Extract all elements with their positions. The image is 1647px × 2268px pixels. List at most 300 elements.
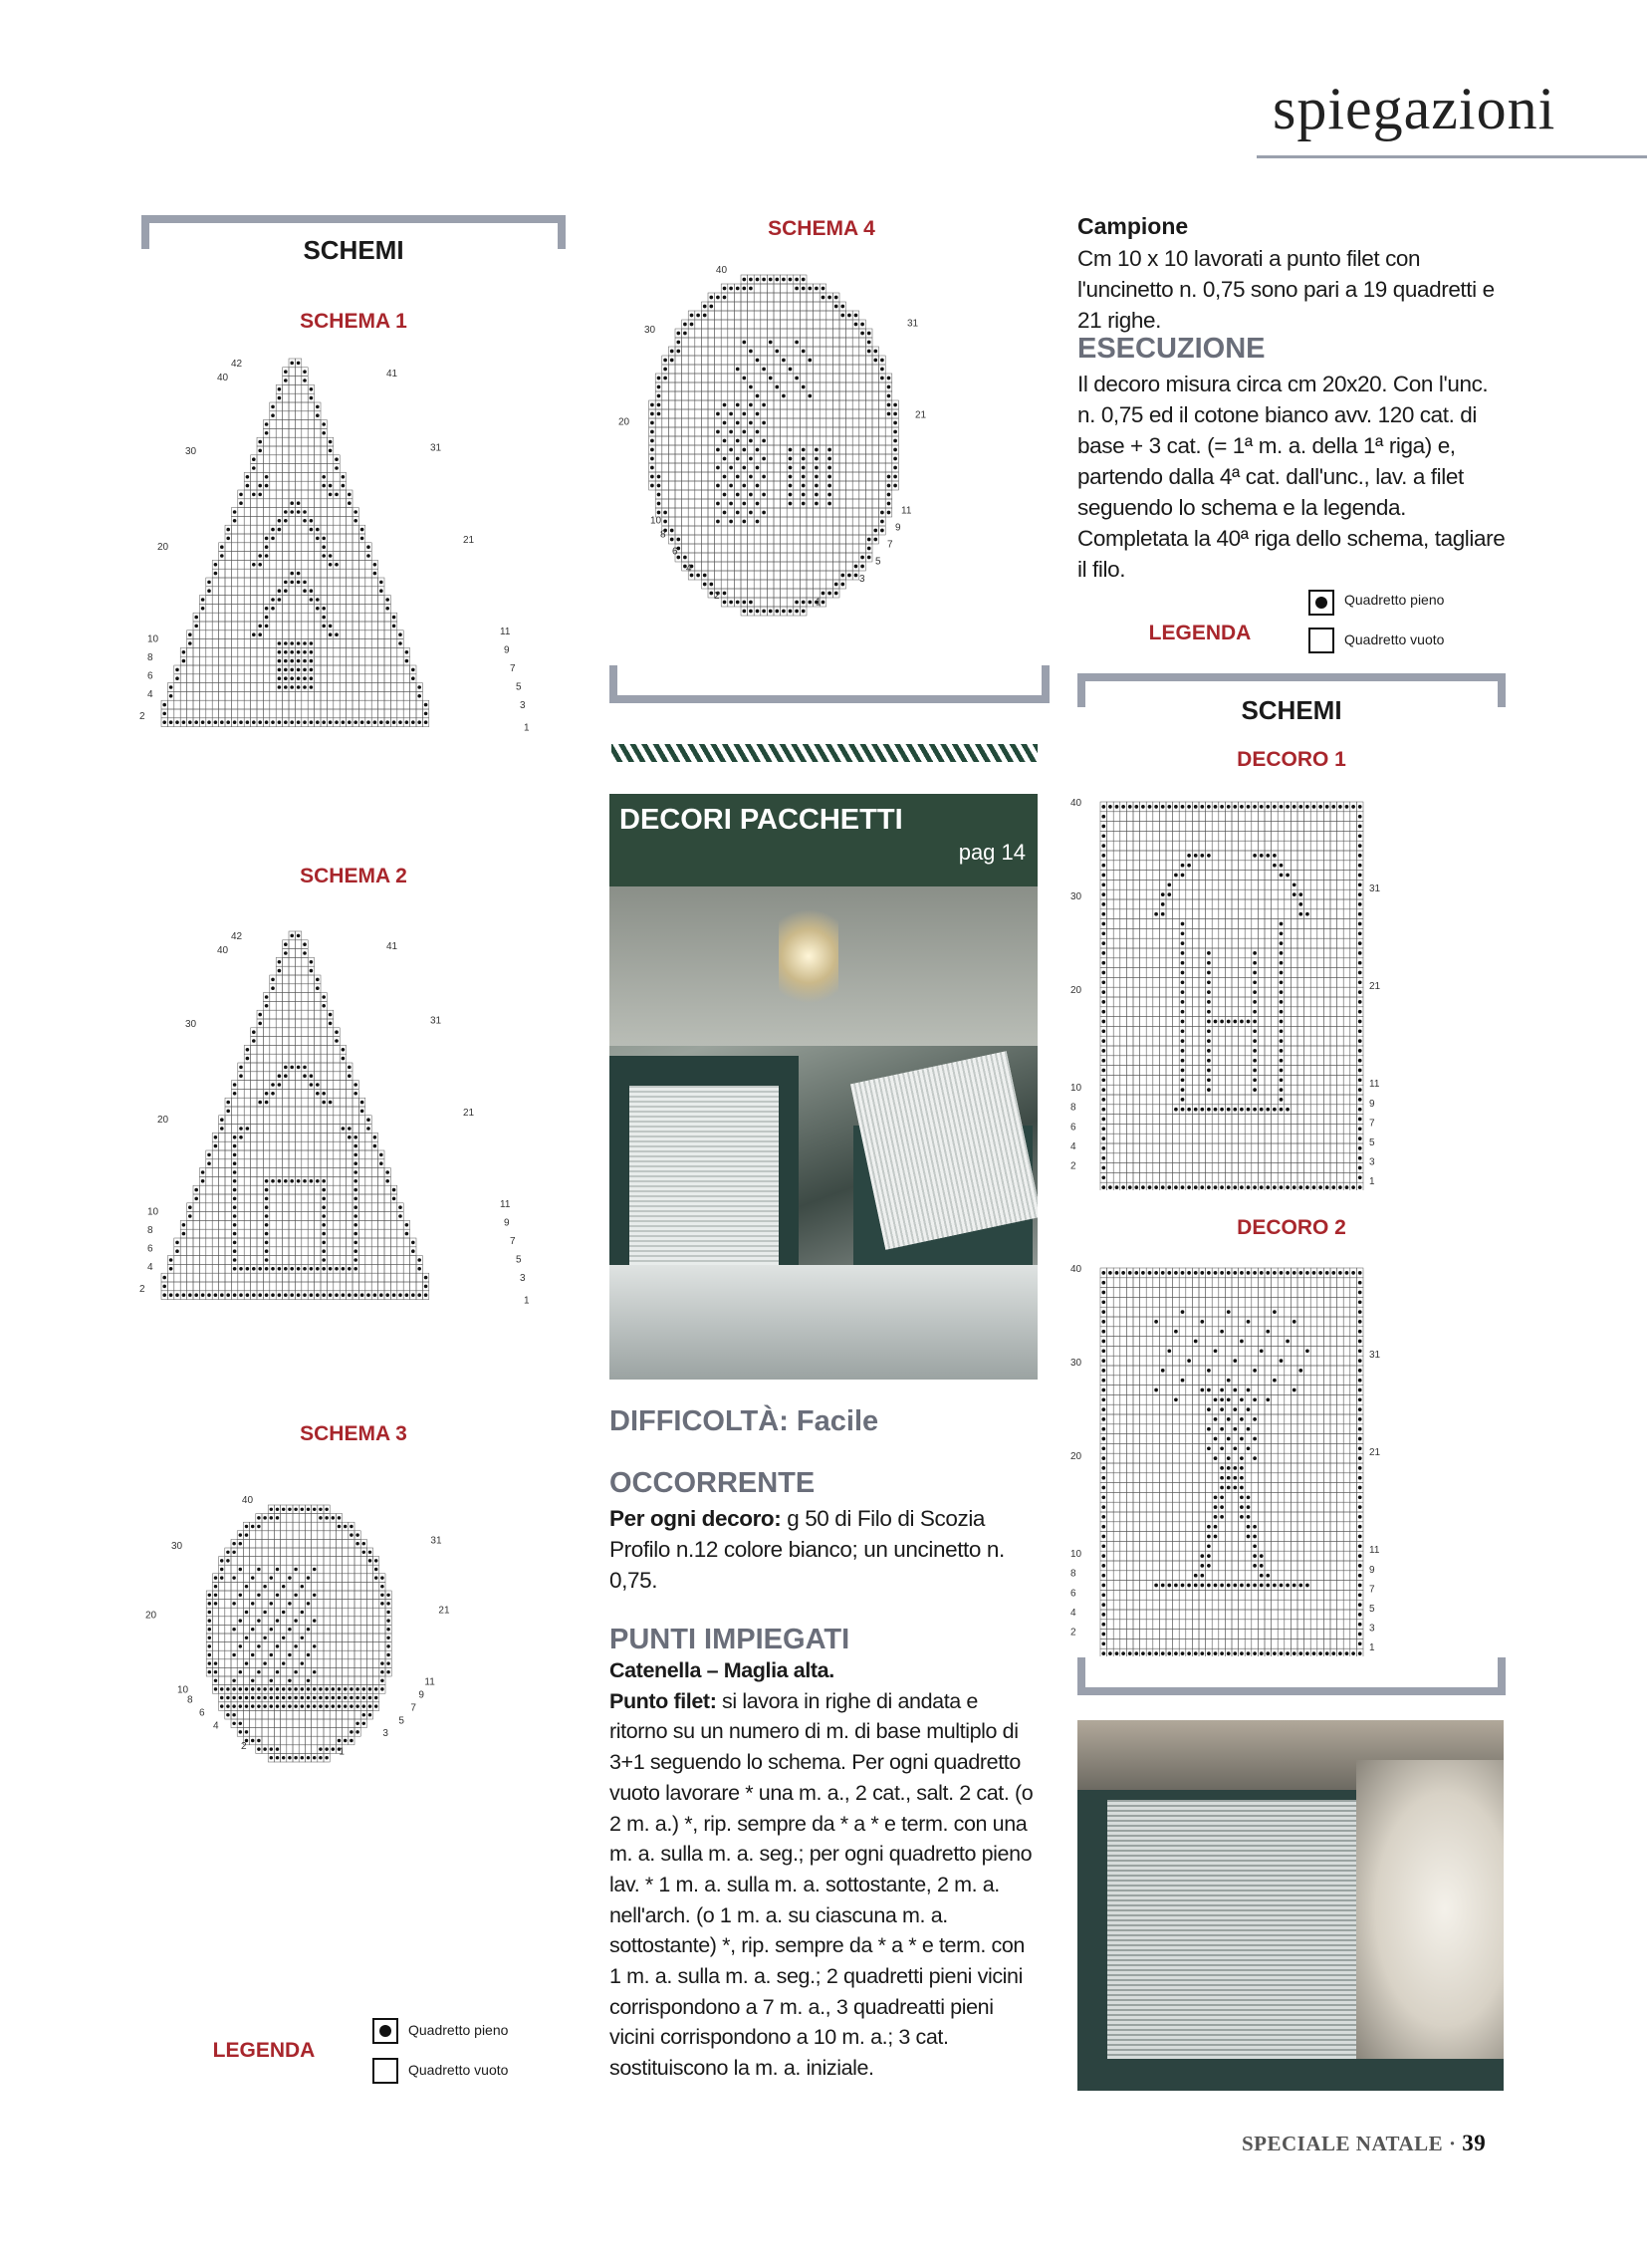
grid-cell bbox=[347, 1247, 353, 1256]
filled-cell-dot bbox=[1233, 805, 1237, 809]
grid-cell bbox=[741, 562, 748, 571]
grid-cell bbox=[872, 499, 879, 508]
filled-cell-dot bbox=[332, 1687, 335, 1690]
grid-cell bbox=[212, 1238, 218, 1247]
grid-cell bbox=[308, 975, 314, 984]
grid-cell bbox=[682, 382, 689, 391]
grid-cell bbox=[715, 580, 722, 589]
grid-cell bbox=[807, 517, 814, 526]
grid-cell bbox=[225, 1659, 231, 1668]
filled-cell-dot bbox=[729, 502, 733, 506]
filled-cell-dot bbox=[290, 581, 294, 585]
grid-cell bbox=[695, 427, 702, 436]
filled-cell-dot bbox=[887, 502, 891, 506]
filled-cell-dot bbox=[374, 1559, 377, 1562]
filled-cell-dot bbox=[239, 1293, 243, 1297]
grid-cell bbox=[340, 1212, 346, 1221]
grid-cell bbox=[378, 613, 384, 622]
grid-cell bbox=[243, 1710, 249, 1719]
grid-cell bbox=[308, 490, 314, 499]
filled-cell-dot bbox=[303, 659, 307, 663]
filled-cell-dot bbox=[729, 484, 733, 488]
grid-cell bbox=[327, 1229, 333, 1238]
grid-cell bbox=[299, 1600, 305, 1609]
grid-cell bbox=[270, 1072, 276, 1081]
grid-cell bbox=[283, 1010, 289, 1019]
grid-cell bbox=[276, 1141, 282, 1150]
filled-cell-dot bbox=[736, 439, 740, 443]
grid-cell bbox=[281, 1728, 287, 1737]
grid-cell bbox=[251, 1116, 257, 1125]
row-number: 7 bbox=[887, 539, 893, 551]
grid-cell bbox=[885, 463, 892, 472]
grid-cell bbox=[347, 1273, 353, 1282]
grid-cell bbox=[244, 700, 250, 709]
row-number: 42 bbox=[231, 931, 243, 942]
grid-cell bbox=[741, 320, 748, 329]
filled-cell-dot bbox=[650, 466, 654, 470]
filled-cell-dot bbox=[657, 475, 661, 479]
grid-cell bbox=[257, 1125, 263, 1134]
grid-cell bbox=[336, 1667, 342, 1676]
grid-cell bbox=[243, 1625, 249, 1634]
filled-cell-dot bbox=[374, 1576, 377, 1579]
filled-cell-dot bbox=[290, 1267, 294, 1271]
grid-cell bbox=[846, 338, 853, 347]
grid-cell bbox=[270, 499, 276, 508]
filled-cell-dot bbox=[867, 341, 871, 345]
grid-cell bbox=[231, 1659, 237, 1668]
filled-cell-dot bbox=[284, 1074, 288, 1078]
grid-cell bbox=[263, 464, 269, 473]
grid-cell bbox=[238, 709, 244, 718]
filled-cell-dot bbox=[258, 632, 262, 636]
filled-cell-dot bbox=[313, 1644, 316, 1647]
grid-cell bbox=[715, 571, 722, 580]
grid-cell bbox=[879, 382, 886, 391]
schema3-label: SCHEMA 3 bbox=[300, 1422, 407, 1445]
grid-cell bbox=[774, 302, 781, 311]
grid-cell bbox=[741, 454, 748, 463]
filled-cell-dot bbox=[297, 362, 301, 366]
grid-cell bbox=[397, 674, 403, 683]
grid-cell bbox=[734, 526, 741, 535]
row-number: 31 bbox=[430, 1535, 442, 1547]
row-number: 4 bbox=[213, 1720, 219, 1732]
grid-cell bbox=[721, 427, 728, 436]
filled-cell-dot bbox=[366, 554, 370, 558]
grid-cell bbox=[807, 320, 814, 329]
grid-cell bbox=[781, 338, 788, 347]
grid-cell bbox=[340, 1081, 346, 1090]
grid-cell bbox=[852, 409, 859, 418]
grid-cell bbox=[675, 526, 682, 535]
filled-cell-dot bbox=[344, 1739, 347, 1742]
filled-cell-dot bbox=[756, 466, 760, 470]
grid-cell bbox=[299, 1539, 305, 1548]
filled-cell-dot bbox=[232, 1696, 235, 1699]
filled-cell-dot bbox=[887, 412, 891, 416]
grid-cell bbox=[754, 562, 761, 571]
grid-cell bbox=[257, 534, 263, 543]
grid-cell bbox=[302, 499, 308, 508]
grid-cell bbox=[330, 1591, 336, 1600]
filled-cell-dot bbox=[749, 350, 753, 354]
grid-cell bbox=[289, 1037, 295, 1046]
grid-cell bbox=[315, 490, 321, 499]
grid-cell bbox=[295, 587, 301, 596]
grid-cell bbox=[231, 1608, 237, 1617]
grid-cell bbox=[263, 508, 269, 517]
grid-cell bbox=[781, 329, 788, 338]
grid-cell bbox=[701, 454, 708, 463]
grid-cell bbox=[397, 683, 403, 692]
grid-cell bbox=[289, 560, 295, 569]
grid-cell bbox=[244, 647, 250, 656]
filled-cell-dot bbox=[329, 484, 333, 488]
grid-cell bbox=[353, 560, 358, 569]
grid-cell bbox=[327, 1273, 333, 1282]
filled-cell-dot bbox=[207, 1161, 211, 1165]
filled-cell-dot bbox=[316, 598, 320, 602]
grid-cell bbox=[283, 446, 289, 455]
filled-cell-dot bbox=[316, 528, 320, 532]
filled-cell-dot bbox=[251, 1687, 254, 1690]
grid-cell bbox=[378, 691, 384, 700]
filled-cell-dot bbox=[887, 493, 891, 497]
grid-cell bbox=[299, 1625, 305, 1634]
filled-cell-dot bbox=[257, 1696, 260, 1699]
grid-cell bbox=[315, 578, 321, 587]
grid-cell bbox=[270, 472, 276, 481]
grid-cell bbox=[336, 1650, 342, 1659]
grid-cell bbox=[324, 1574, 330, 1583]
grid-cell bbox=[276, 569, 282, 578]
grid-cell bbox=[295, 1256, 301, 1265]
filled-cell-dot bbox=[301, 1585, 304, 1588]
grid-cell bbox=[257, 674, 263, 683]
grid-cell bbox=[371, 1176, 377, 1185]
grid-cell bbox=[283, 455, 289, 464]
filled-cell-dot bbox=[696, 314, 700, 318]
grid-cell bbox=[682, 347, 689, 356]
grid-cell bbox=[315, 1028, 321, 1037]
grid-cell bbox=[270, 569, 276, 578]
filled-cell-dot bbox=[322, 431, 326, 435]
filled-cell-dot bbox=[749, 511, 753, 515]
grid-cell bbox=[353, 656, 358, 665]
grid-cell bbox=[324, 1676, 330, 1685]
grid-cell bbox=[295, 402, 301, 411]
grid-cell bbox=[308, 1194, 314, 1203]
grid-cell bbox=[390, 665, 396, 674]
filled-cell-dot bbox=[736, 601, 740, 605]
filled-cell-dot bbox=[270, 1602, 273, 1605]
filled-cell-dot bbox=[338, 1525, 341, 1528]
grid-cell bbox=[330, 1676, 336, 1685]
grid-cell bbox=[343, 1617, 349, 1626]
grid-cell bbox=[340, 604, 346, 613]
grid-cell bbox=[832, 571, 839, 580]
filled-cell-dot bbox=[214, 1602, 217, 1605]
grid-cell bbox=[302, 1037, 308, 1046]
grid-cell bbox=[701, 347, 708, 356]
grid-cell bbox=[289, 1194, 295, 1203]
grid-cell bbox=[212, 613, 218, 622]
grid-cell bbox=[302, 1089, 308, 1098]
filled-cell-dot bbox=[226, 720, 230, 724]
grid-cell bbox=[193, 1256, 199, 1265]
grid-cell bbox=[270, 481, 276, 490]
grid-cell bbox=[358, 613, 364, 622]
grid-cell bbox=[728, 535, 735, 544]
grid-cell bbox=[251, 1089, 257, 1098]
filled-cell-dot bbox=[214, 1594, 217, 1597]
grid-cell bbox=[295, 1159, 301, 1168]
row-number: 6 bbox=[147, 670, 153, 682]
grid-cell bbox=[257, 1220, 263, 1229]
grid-cell bbox=[244, 665, 250, 674]
grid-cell bbox=[701, 374, 708, 382]
grid-cell bbox=[859, 535, 866, 544]
filled-cell-dot bbox=[335, 1267, 339, 1271]
filled-cell-dot bbox=[887, 385, 891, 389]
grid-cell bbox=[244, 1273, 250, 1282]
grid-cell bbox=[243, 1719, 249, 1728]
filled-cell-dot bbox=[893, 475, 897, 479]
row-number: 21 bbox=[463, 1107, 475, 1119]
grid-cell bbox=[761, 589, 768, 598]
grid-cell bbox=[728, 454, 735, 463]
grid-cell bbox=[251, 508, 257, 517]
grid-cell bbox=[231, 1557, 237, 1566]
grid-cell bbox=[321, 1159, 327, 1168]
grid-cell bbox=[754, 526, 761, 535]
grid-cell bbox=[814, 526, 821, 535]
grid-cell bbox=[276, 578, 282, 587]
filled-cell-dot bbox=[208, 1644, 211, 1647]
grid-cell bbox=[244, 1159, 250, 1168]
grid-cell bbox=[315, 560, 321, 569]
grid-cell bbox=[343, 1676, 349, 1685]
grid-cell bbox=[283, 1238, 289, 1247]
grid-cell bbox=[767, 329, 774, 338]
filled-cell-dot bbox=[252, 1030, 256, 1034]
grid-cell bbox=[334, 543, 340, 552]
grid-cell bbox=[846, 418, 853, 427]
grid-cell bbox=[347, 1194, 353, 1203]
grid-cell bbox=[244, 587, 250, 596]
grid-cell bbox=[238, 596, 244, 605]
grid-cell bbox=[814, 562, 821, 571]
filled-cell-dot bbox=[749, 601, 753, 605]
grid-cell bbox=[820, 374, 826, 382]
grid-cell bbox=[839, 481, 846, 490]
filled-cell-dot bbox=[380, 1687, 383, 1690]
grid-cell bbox=[321, 1141, 327, 1150]
grid-cell bbox=[287, 1659, 293, 1668]
grid-cell bbox=[327, 1282, 333, 1291]
filled-cell-dot bbox=[265, 995, 269, 999]
filled-cell-dot bbox=[1187, 805, 1191, 809]
grid-cell bbox=[262, 1557, 268, 1566]
grid-cell bbox=[324, 1667, 330, 1676]
grid-cell bbox=[754, 535, 761, 544]
grid-cell bbox=[193, 1264, 199, 1273]
grid-cell bbox=[807, 427, 814, 436]
grid-cell bbox=[774, 320, 781, 329]
grid-cell bbox=[397, 1229, 403, 1238]
grid-cell bbox=[728, 418, 735, 427]
filled-cell-dot bbox=[258, 484, 262, 488]
grid-cell bbox=[675, 409, 682, 418]
grid-cell bbox=[276, 1150, 282, 1159]
grid-cell bbox=[308, 1089, 314, 1098]
filled-cell-dot bbox=[873, 350, 877, 354]
grid-cell bbox=[748, 463, 755, 472]
grid-cell bbox=[238, 1273, 244, 1282]
grid-cell bbox=[295, 516, 301, 525]
grid-cell bbox=[365, 1176, 371, 1185]
grid-cell bbox=[315, 464, 321, 473]
grid-cell bbox=[748, 526, 755, 535]
grid-cell bbox=[305, 1634, 311, 1642]
filled-cell-dot bbox=[301, 1687, 304, 1690]
grid-cell bbox=[366, 1617, 372, 1626]
filled-cell-dot bbox=[854, 314, 858, 318]
grid-cell bbox=[321, 1273, 327, 1282]
grid-cell bbox=[343, 1582, 349, 1591]
grid-cell bbox=[820, 463, 826, 472]
filled-cell-dot bbox=[246, 1048, 250, 1052]
grid-cell bbox=[754, 302, 761, 311]
grid-cell bbox=[289, 1282, 295, 1291]
grid-cell bbox=[295, 1072, 301, 1081]
grid-cell bbox=[688, 400, 695, 409]
grid-cell bbox=[225, 1247, 231, 1256]
filled-cell-dot bbox=[386, 1594, 389, 1597]
grid-cell bbox=[295, 464, 301, 473]
grid-cell bbox=[308, 420, 314, 429]
filled-cell-dot bbox=[258, 1101, 262, 1105]
grid-cell bbox=[334, 534, 340, 543]
grid-cell bbox=[794, 293, 801, 302]
filled-cell-dot bbox=[194, 616, 198, 620]
grid-cell bbox=[787, 284, 794, 293]
photo-doily-left bbox=[629, 1086, 779, 1285]
row-number: 2 bbox=[241, 1741, 247, 1753]
grid-cell bbox=[655, 427, 662, 436]
grid-cell bbox=[231, 543, 237, 552]
grid-cell bbox=[289, 377, 295, 385]
grid-cell bbox=[321, 464, 327, 473]
grid-cell bbox=[378, 656, 384, 665]
row-number: 41 bbox=[386, 941, 398, 952]
grid-cell bbox=[251, 691, 257, 700]
grid-cell bbox=[225, 1608, 231, 1617]
grid-cell bbox=[340, 1141, 346, 1150]
filled-cell-dot bbox=[239, 1670, 242, 1673]
grid-cell bbox=[225, 1116, 231, 1125]
grid-cell bbox=[324, 1625, 330, 1634]
grid-cell bbox=[321, 709, 327, 718]
filled-cell-dot bbox=[246, 1293, 250, 1297]
grid-cell bbox=[365, 622, 371, 630]
grid-cell bbox=[365, 656, 371, 665]
grid-cell bbox=[312, 1676, 318, 1685]
schema1-label: SCHEMA 1 bbox=[300, 310, 407, 333]
grid-cell bbox=[251, 665, 257, 674]
filled-cell-dot bbox=[288, 1704, 291, 1707]
grid-cell bbox=[748, 499, 755, 508]
grid-cell bbox=[330, 1557, 336, 1566]
grid-cell bbox=[800, 311, 807, 320]
filled-cell-dot bbox=[329, 493, 333, 497]
filled-cell-dot bbox=[307, 1756, 310, 1759]
grid-cell bbox=[774, 598, 781, 607]
grid-cell bbox=[721, 382, 728, 391]
grid-cell bbox=[295, 455, 301, 464]
grid-cell bbox=[872, 517, 879, 526]
filled-cell-dot bbox=[417, 1267, 421, 1271]
filled-cell-dot bbox=[1220, 805, 1224, 809]
grid-cell bbox=[312, 1557, 318, 1566]
grid-cell bbox=[293, 1625, 299, 1634]
filled-cell-dot bbox=[233, 1232, 237, 1236]
filled-cell-dot bbox=[258, 625, 262, 629]
row-number: 6 bbox=[199, 1707, 205, 1719]
filled-cell-dot bbox=[282, 1661, 285, 1664]
grid-cell bbox=[302, 1238, 308, 1247]
filled-cell-dot bbox=[329, 1022, 333, 1026]
filled-cell-dot bbox=[749, 610, 753, 614]
grid-cell bbox=[675, 472, 682, 481]
filled-cell-dot bbox=[386, 1670, 389, 1673]
filled-cell-dot bbox=[175, 668, 179, 672]
filled-cell-dot bbox=[338, 1687, 341, 1690]
filled-cell-dot bbox=[775, 350, 779, 354]
grid-cell bbox=[263, 691, 269, 700]
grid-cell bbox=[308, 984, 314, 993]
grid-cell bbox=[826, 400, 833, 409]
filled-cell-dot bbox=[232, 1722, 235, 1725]
filled-cell-dot bbox=[316, 1293, 320, 1297]
grid-cell bbox=[761, 347, 768, 356]
grid-cell bbox=[748, 589, 755, 598]
grid-cell bbox=[410, 691, 416, 700]
filled-cell-dot bbox=[338, 1696, 341, 1699]
filled-cell-dot bbox=[353, 1144, 357, 1148]
grid-cell bbox=[721, 374, 728, 382]
grid-cell bbox=[276, 1247, 282, 1256]
grid-cell bbox=[283, 1081, 289, 1090]
grid-cell bbox=[384, 1256, 390, 1265]
grid-cell bbox=[675, 400, 682, 409]
grid-cell bbox=[283, 957, 289, 966]
grid-cell bbox=[270, 630, 276, 639]
grid-cell bbox=[879, 481, 886, 490]
filled-cell-dot bbox=[245, 1687, 248, 1690]
grid-cell bbox=[334, 1107, 340, 1116]
grid-cell bbox=[330, 1667, 336, 1676]
grid-cell bbox=[403, 674, 409, 683]
grid-cell bbox=[312, 1514, 318, 1523]
grid-cell bbox=[378, 683, 384, 692]
filled-cell-dot bbox=[294, 1704, 297, 1707]
filled-cell-dot bbox=[353, 1249, 357, 1253]
filled-cell-dot bbox=[762, 439, 766, 443]
grid-cell bbox=[334, 1168, 340, 1177]
